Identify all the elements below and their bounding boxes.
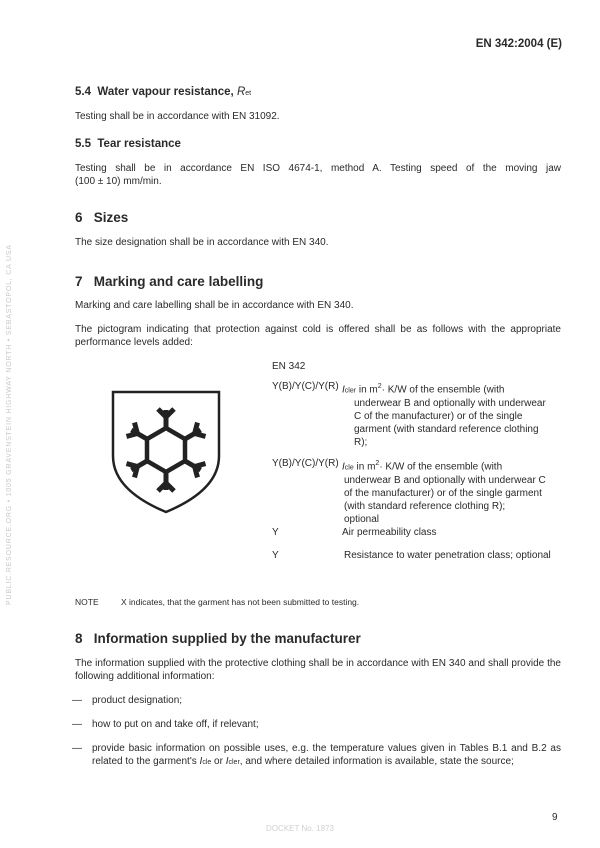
- list-item-3-line2: related to the garment's Icle or Icler, and where detailed information is available, state the source;: [92, 756, 514, 767]
- list-item-2: how to put on and take off, if relevant;: [92, 719, 259, 730]
- pictogram-row1-code: Y(B)/Y(C)/Y(R): [272, 381, 339, 392]
- heading-6: 6 Sizes: [75, 210, 129, 225]
- snowflake-shield-icon: [110, 390, 222, 514]
- pictogram-row2-code: Y(B)/Y(C)/Y(R): [272, 458, 339, 469]
- footer-stamp: DOCKET No. 1873: [266, 824, 334, 833]
- bullet-dash: —: [72, 695, 82, 706]
- heading-7: 7 Marking and care labelling: [75, 274, 264, 289]
- section-8-intro-line2: following additional information:: [75, 671, 215, 682]
- heading-5-4: 5.4 Water vapour resistance, Ret: [75, 86, 252, 98]
- bullet-dash: —: [72, 743, 82, 754]
- pictogram-row3-text: Air permeability class: [342, 527, 437, 538]
- bullet-dash: —: [72, 719, 82, 730]
- section-5-5-line2: (100 ± 10) mm/min.: [75, 176, 162, 187]
- document-header: EN 342:2004 (E): [475, 38, 562, 50]
- note-label: NOTE: [75, 597, 99, 607]
- section-6-body: The size designation shall be in accordance with EN 340.: [75, 237, 329, 248]
- pictogram-row1-text: Icler in $m^2\cdot K/W$ of the ensemble (with underwear B and optionally with underwear C of the manufacturer) or of the single garment (with standard reference clothing R);: [342, 383, 546, 449]
- pictogram-row2-text: Icle in $m^2\cdot K/W$ of the ensemble (with underwear B and optionally with underwear C of the manufacturer) or of the single garment (with standard reference clothing R); optional: [342, 460, 546, 526]
- page-number: 9: [552, 812, 558, 823]
- note-text: X indicates, that the garment has not been submitted to testing.: [121, 597, 360, 607]
- heading-5-5: 5.5 Tear resistance: [75, 138, 181, 150]
- section-7-body1: Marking and care labelling shall be in accordance with EN 340.: [75, 300, 354, 311]
- pictogram-row3-code: Y: [272, 527, 279, 538]
- pictogram-row4-code: Y: [272, 550, 279, 561]
- list-item-3-line1: provide basic information on possible uses, e.g. the temperature values given in Tables B.1 and B.2 as: [92, 743, 561, 754]
- section-7-body2-line2: performance levels added:: [75, 337, 193, 348]
- section-7-body2-line1: The pictogram indicating that protection against cold is offered shall be as follows with the appropriate: [75, 324, 561, 335]
- pictogram-row4-text: Resistance to water penetration class; optional: [344, 550, 551, 561]
- section-8-intro-line1: The information supplied with the protective clothing shall be in accordance with EN 340 and shall provide the: [75, 658, 561, 669]
- heading-8: 8 Information supplied by the manufacturer: [75, 631, 361, 646]
- list-item-1: product designation;: [92, 695, 183, 706]
- section-5-4-body: Testing shall be in accordance with EN 31092.: [75, 111, 280, 122]
- pictogram-standard: EN 342: [272, 361, 306, 372]
- section-5-5-line1: Testing shall be in accordance EN ISO 4674-1, method A. Testing speed of the moving jaw: [75, 163, 561, 174]
- side-stamp: PUBLIC.RESOURCE.ORG • 1005 GRAVENSTEIN HIGHWAY NORTH • SEBASTOPOL, CA USA: [6, 244, 13, 606]
